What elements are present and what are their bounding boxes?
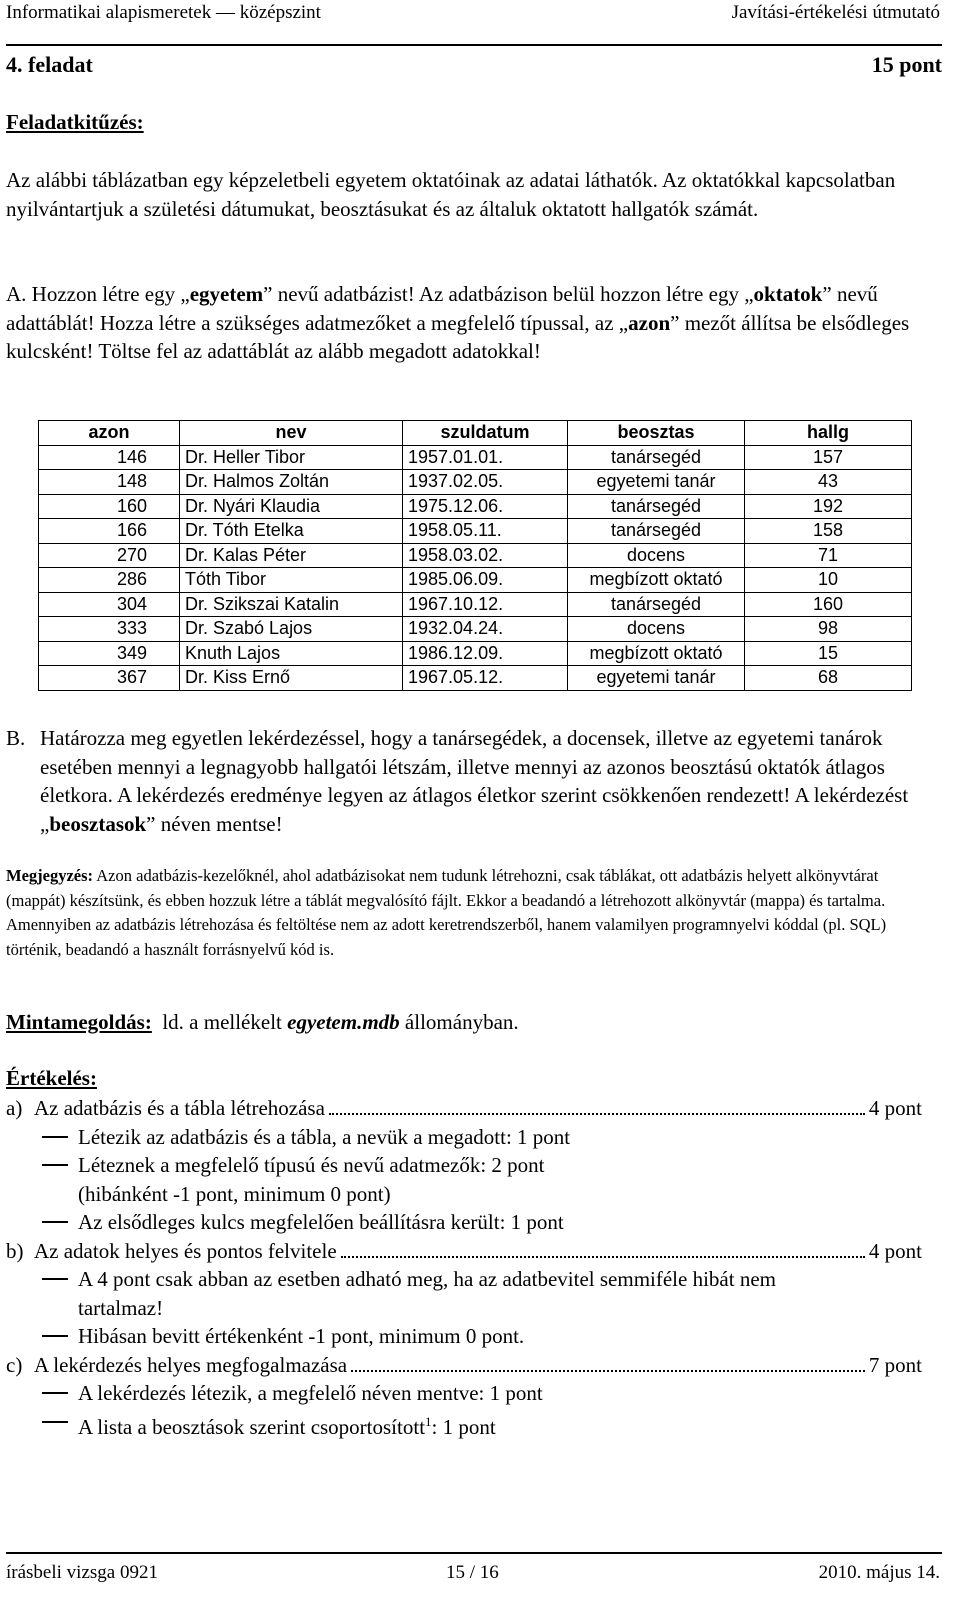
table-cell-hallg: 15 — [745, 641, 912, 666]
dash-icon — [42, 1221, 68, 1223]
table-cell-szuldatum: 1967.10.12. — [403, 592, 568, 617]
dash-icon — [42, 1392, 68, 1394]
table-row — [39, 494, 912, 519]
table-cell-beosztas: megbízott oktató — [568, 641, 745, 666]
eval-a-text: Az adatbázis és a tábla létrehozása — [34, 1096, 325, 1120]
eval-item-c — [6, 1351, 922, 1380]
eval-c-sub-2-post: : 1 pont — [431, 1414, 496, 1439]
eval-b-sub-1 — [6, 1265, 922, 1294]
table-cell-beosztas: docens — [568, 617, 745, 642]
task-b-prefix: B. — [6, 726, 26, 750]
eval-a-leader — [329, 1113, 865, 1115]
eval-c-text: A lekérdezés helyes megfogalmazása — [34, 1352, 348, 1377]
table-cell-nev: Dr. Kalas Péter — [180, 543, 403, 568]
col-header-nev: nev — [180, 421, 403, 446]
table-cell-azon: 160 — [39, 494, 180, 519]
table-cell-szuldatum: 1932.04.24. — [403, 617, 568, 642]
eval-b-sub-2 — [6, 1322, 922, 1351]
table-row — [39, 568, 912, 593]
table-row — [39, 641, 912, 666]
footer-center: 15 / 16 — [446, 1562, 499, 1583]
eval-b-leader — [341, 1256, 865, 1258]
note-text-2: Amennyiben az adatbázis létrehozása és feltöltése nem az adott keretrendszerből, hanem valamilyen programnyelvi kóddal (pl. SQL) történik, beadandó a használt forrásnyelvű kód is. — [6, 915, 887, 959]
table-cell-azon: 146 — [39, 445, 180, 470]
evaluation-heading: Értékelés: — [6, 1066, 97, 1090]
table-cell-azon: 148 — [39, 470, 180, 495]
eval-b-sub-1-cont — [6, 1294, 922, 1323]
footer-rule — [6, 1552, 942, 1554]
task-b-text-2: ” néven mentse! — [146, 811, 283, 836]
table-cell-szuldatum: 1958.03.02. — [403, 543, 568, 568]
table-cell-szuldatum: 1967.05.12. — [403, 666, 568, 691]
table-cell-szuldatum: 1986.12.09. — [403, 641, 568, 666]
table-cell-nev: Tóth Tibor — [180, 568, 403, 593]
table-header-row — [39, 421, 912, 446]
eval-item-a — [6, 1094, 922, 1123]
task-b-text — [6, 724, 932, 838]
table-cell-beosztas: megbízott oktató — [568, 568, 745, 593]
col-header-beosztas: beosztas — [568, 421, 745, 446]
table-row — [39, 617, 912, 642]
eval-a-sub-2 — [6, 1151, 922, 1180]
eval-a-points: 4 pont — [868, 1096, 922, 1120]
table-cell-hallg: 160 — [745, 592, 912, 617]
eval-c-label: c) — [6, 1352, 23, 1377]
dash-icon — [42, 1136, 68, 1138]
eval-c-sub-2-text — [6, 1408, 922, 1442]
table-cell-hallg: 71 — [745, 543, 912, 568]
table-cell-beosztas: egyetemi tanár — [568, 666, 745, 691]
solution-line — [6, 1008, 519, 1037]
eval-c-sub-1-text: A lekérdezés létezik, a megfelelő néven mentve: 1 pont — [78, 1381, 543, 1405]
table-cell-azon: 349 — [39, 641, 180, 666]
dash-icon — [42, 1421, 68, 1423]
task-b-text-1: Határozza meg egyetlen lekérdezéssel, hogy a tanársegédek, a docensek, illetve az egyetemi tanárok esetében mennyi a legnagyobb hallgatói létszám, illetve mennyi az azonos beosztású oktatók átlagos életkora. A lekérdezés eredménye legyen az átlagos életkor szerint csökkenően rendezett! A lekérdezést „ — [40, 726, 909, 836]
table-cell-nev: Dr. Szikszai Katalin — [180, 592, 403, 617]
eval-a-sub-1-text: Létezik az adatbázis és a tábla, a nevük a megadott: 1 pont — [78, 1124, 571, 1149]
footnote-marker: 1 — [425, 1413, 432, 1429]
table-cell-nev: Dr. Tóth Etelka — [180, 519, 403, 544]
dash-icon — [42, 1278, 68, 1280]
eval-c-sub-1 — [6, 1379, 922, 1408]
table-cell-azon: 270 — [39, 543, 180, 568]
table-cell-hallg: 158 — [745, 519, 912, 544]
page-header — [6, 0, 940, 28]
table-cell-beosztas: docens — [568, 543, 745, 568]
eval-a-label: a) — [6, 1096, 23, 1120]
eval-b-text: Az adatok helyes és pontos felvitele — [34, 1238, 337, 1263]
table-cell-beosztas: tanársegéd — [568, 445, 745, 470]
table-cell-nev: Dr. Halmos Zoltán — [180, 470, 403, 495]
task-a-bold-3: azon — [628, 310, 671, 335]
table-cell-szuldatum: 1975.12.06. — [403, 494, 568, 519]
task-a-bold-1: egyetem — [189, 282, 264, 306]
table-cell-nev: Dr. Heller Tibor — [180, 445, 403, 470]
eval-c-sub-2-pre: A lista a beosztások szerint csoportosított — [78, 1414, 426, 1439]
eval-b-sub-1-text: A 4 pont csak abban az esetben adható meg, ha az adatbevitel semmiféle hibát nem — [78, 1267, 776, 1291]
dash-icon — [42, 1335, 68, 1337]
eval-c-points: 7 pont — [868, 1352, 922, 1377]
table-cell-nev: Dr. Nyári Klaudia — [180, 494, 403, 519]
table-cell-szuldatum: 1985.06.09. — [403, 568, 568, 593]
task-a-text-3: ” nevű adattáblát! Hozza létre a szükséges adatmezőket a megfelelő típussal, az „ — [6, 282, 878, 335]
table-row — [39, 592, 912, 617]
note-text-1: Azon adatbázis-kezelőknél, ahol adatbázisokat nem tudunk létrehozni, csak táblákat, ott adatbázis helyett alkönyvtárat (mappát) készítsünk, és ebben hozzuk létre a táblát megvalósító fájlt. Ekkor a beadandó a létrehozott alkönyvtár (mappa) és tartalma. — [6, 866, 886, 910]
table-cell-hallg: 192 — [745, 494, 912, 519]
eval-a-sub-3-text: Az elsődleges kulcs megfelelően beállításra került: 1 pont — [78, 1210, 564, 1234]
solution-text-1: ld. a mellékelt — [162, 1010, 282, 1034]
task-a-text — [6, 280, 936, 366]
task-a-text-2: ” nevű adatbázist! Az adatbázison belül hozzon létre egy „ — [263, 282, 754, 306]
task-points: 15 pont — [871, 52, 942, 77]
table-row — [39, 543, 912, 568]
table-cell-azon: 286 — [39, 568, 180, 593]
table-cell-nev: Dr. Szabó Lajos — [180, 617, 403, 642]
note-paragraph-1 — [6, 864, 932, 913]
solution-label: Mintamegoldás: — [6, 1010, 152, 1034]
eval-a-sub-2-text: Léteznek a megfelelő típusú és nevű adatmezők: 2 pont — [78, 1153, 545, 1177]
oktatok-table — [38, 420, 912, 691]
task-a-text-1: Hozzon létre egy „ — [31, 282, 190, 306]
eval-c-leader — [351, 1370, 865, 1372]
table-cell-hallg: 68 — [745, 666, 912, 691]
table-cell-azon: 367 — [39, 666, 180, 691]
footer-left: írásbeli vizsga 0921 — [6, 1562, 158, 1583]
table-row — [39, 445, 912, 470]
table-cell-hallg: 10 — [745, 568, 912, 593]
header-rule — [6, 44, 942, 46]
task-title: 4. feladat — [6, 52, 93, 77]
table-row — [39, 666, 912, 691]
solution-text-2: állományban. — [404, 1010, 519, 1034]
table-cell-azon: 166 — [39, 519, 180, 544]
solution-file: egyetem.mdb — [287, 1010, 400, 1034]
table-cell-azon: 304 — [39, 592, 180, 617]
task-a-text-4: ” mezőt állítsa be elsődleges kulcsként! Töltse fel az adattáblát az alább megadott adatokkal! — [6, 310, 910, 363]
assignment-intro: Az alábbi táblázatban egy képzeletbeli egyetem oktatóinak az adatai láthatók. Az oktatókkal kapcsolatban nyilvántartjuk a születési dátumukat, beosztásukat és az általuk oktatott hallgatók számát. — [6, 168, 896, 221]
table-cell-hallg: 43 — [745, 470, 912, 495]
eval-a-sub-3 — [6, 1208, 922, 1237]
dash-icon — [42, 1164, 68, 1166]
table-cell-nev: Dr. Kiss Ernő — [180, 666, 403, 691]
task-a-bold-2: oktatok — [753, 282, 823, 306]
eval-b-label: b) — [6, 1238, 24, 1263]
table-cell-hallg: 157 — [745, 445, 912, 470]
task-a-prefix: A. — [6, 282, 27, 306]
header-left: Informatikai alapismeretek — középszint — [6, 2, 321, 23]
table-cell-nev: Knuth Lajos — [180, 641, 403, 666]
eval-a-sub-2-note — [6, 1180, 922, 1209]
task-title-row — [6, 52, 942, 78]
table-cell-beosztas: tanársegéd — [568, 494, 745, 519]
eval-b-sub-2-text: Hibásan bevitt értékenként -1 pont, minimum 0 pont. — [78, 1324, 525, 1348]
eval-b-sub-1-text-2: tartalmaz! — [78, 1295, 164, 1320]
col-header-azon: azon — [39, 421, 180, 446]
table-cell-beosztas: tanársegéd — [568, 592, 745, 617]
footer-right: 2010. május 14. — [818, 1562, 940, 1583]
col-header-hallg: hallg — [745, 421, 912, 446]
table-cell-hallg: 98 — [745, 617, 912, 642]
task-b-bold-1: beosztasok — [49, 811, 147, 836]
eval-b-points: 4 pont — [868, 1238, 922, 1263]
note-block — [6, 864, 932, 962]
eval-c-sub-2 — [6, 1408, 922, 1437]
table-cell-azon: 333 — [39, 617, 180, 642]
eval-item-b — [6, 1237, 922, 1266]
evaluation-block — [6, 1094, 922, 1439]
table-cell-beosztas: egyetemi tanár — [568, 470, 745, 495]
note-label: Megjegyzés: — [6, 866, 94, 885]
table-row — [39, 519, 912, 544]
table-row — [39, 470, 912, 495]
col-header-szuldatum: szuldatum — [403, 421, 568, 446]
assignment-heading: Feladatkitűzés: — [6, 110, 144, 134]
header-right: Javítási-értékelési útmutató — [731, 2, 940, 23]
table-cell-beosztas: tanársegéd — [568, 519, 745, 544]
table-cell-szuldatum: 1937.02.05. — [403, 470, 568, 495]
table-cell-szuldatum: 1957.01.01. — [403, 445, 568, 470]
eval-a-sub-1 — [6, 1123, 922, 1152]
table-cell-szuldatum: 1958.05.11. — [403, 519, 568, 544]
eval-a-sub-2-note-text: (hibánként -1 pont, minimum 0 pont) — [78, 1181, 391, 1206]
